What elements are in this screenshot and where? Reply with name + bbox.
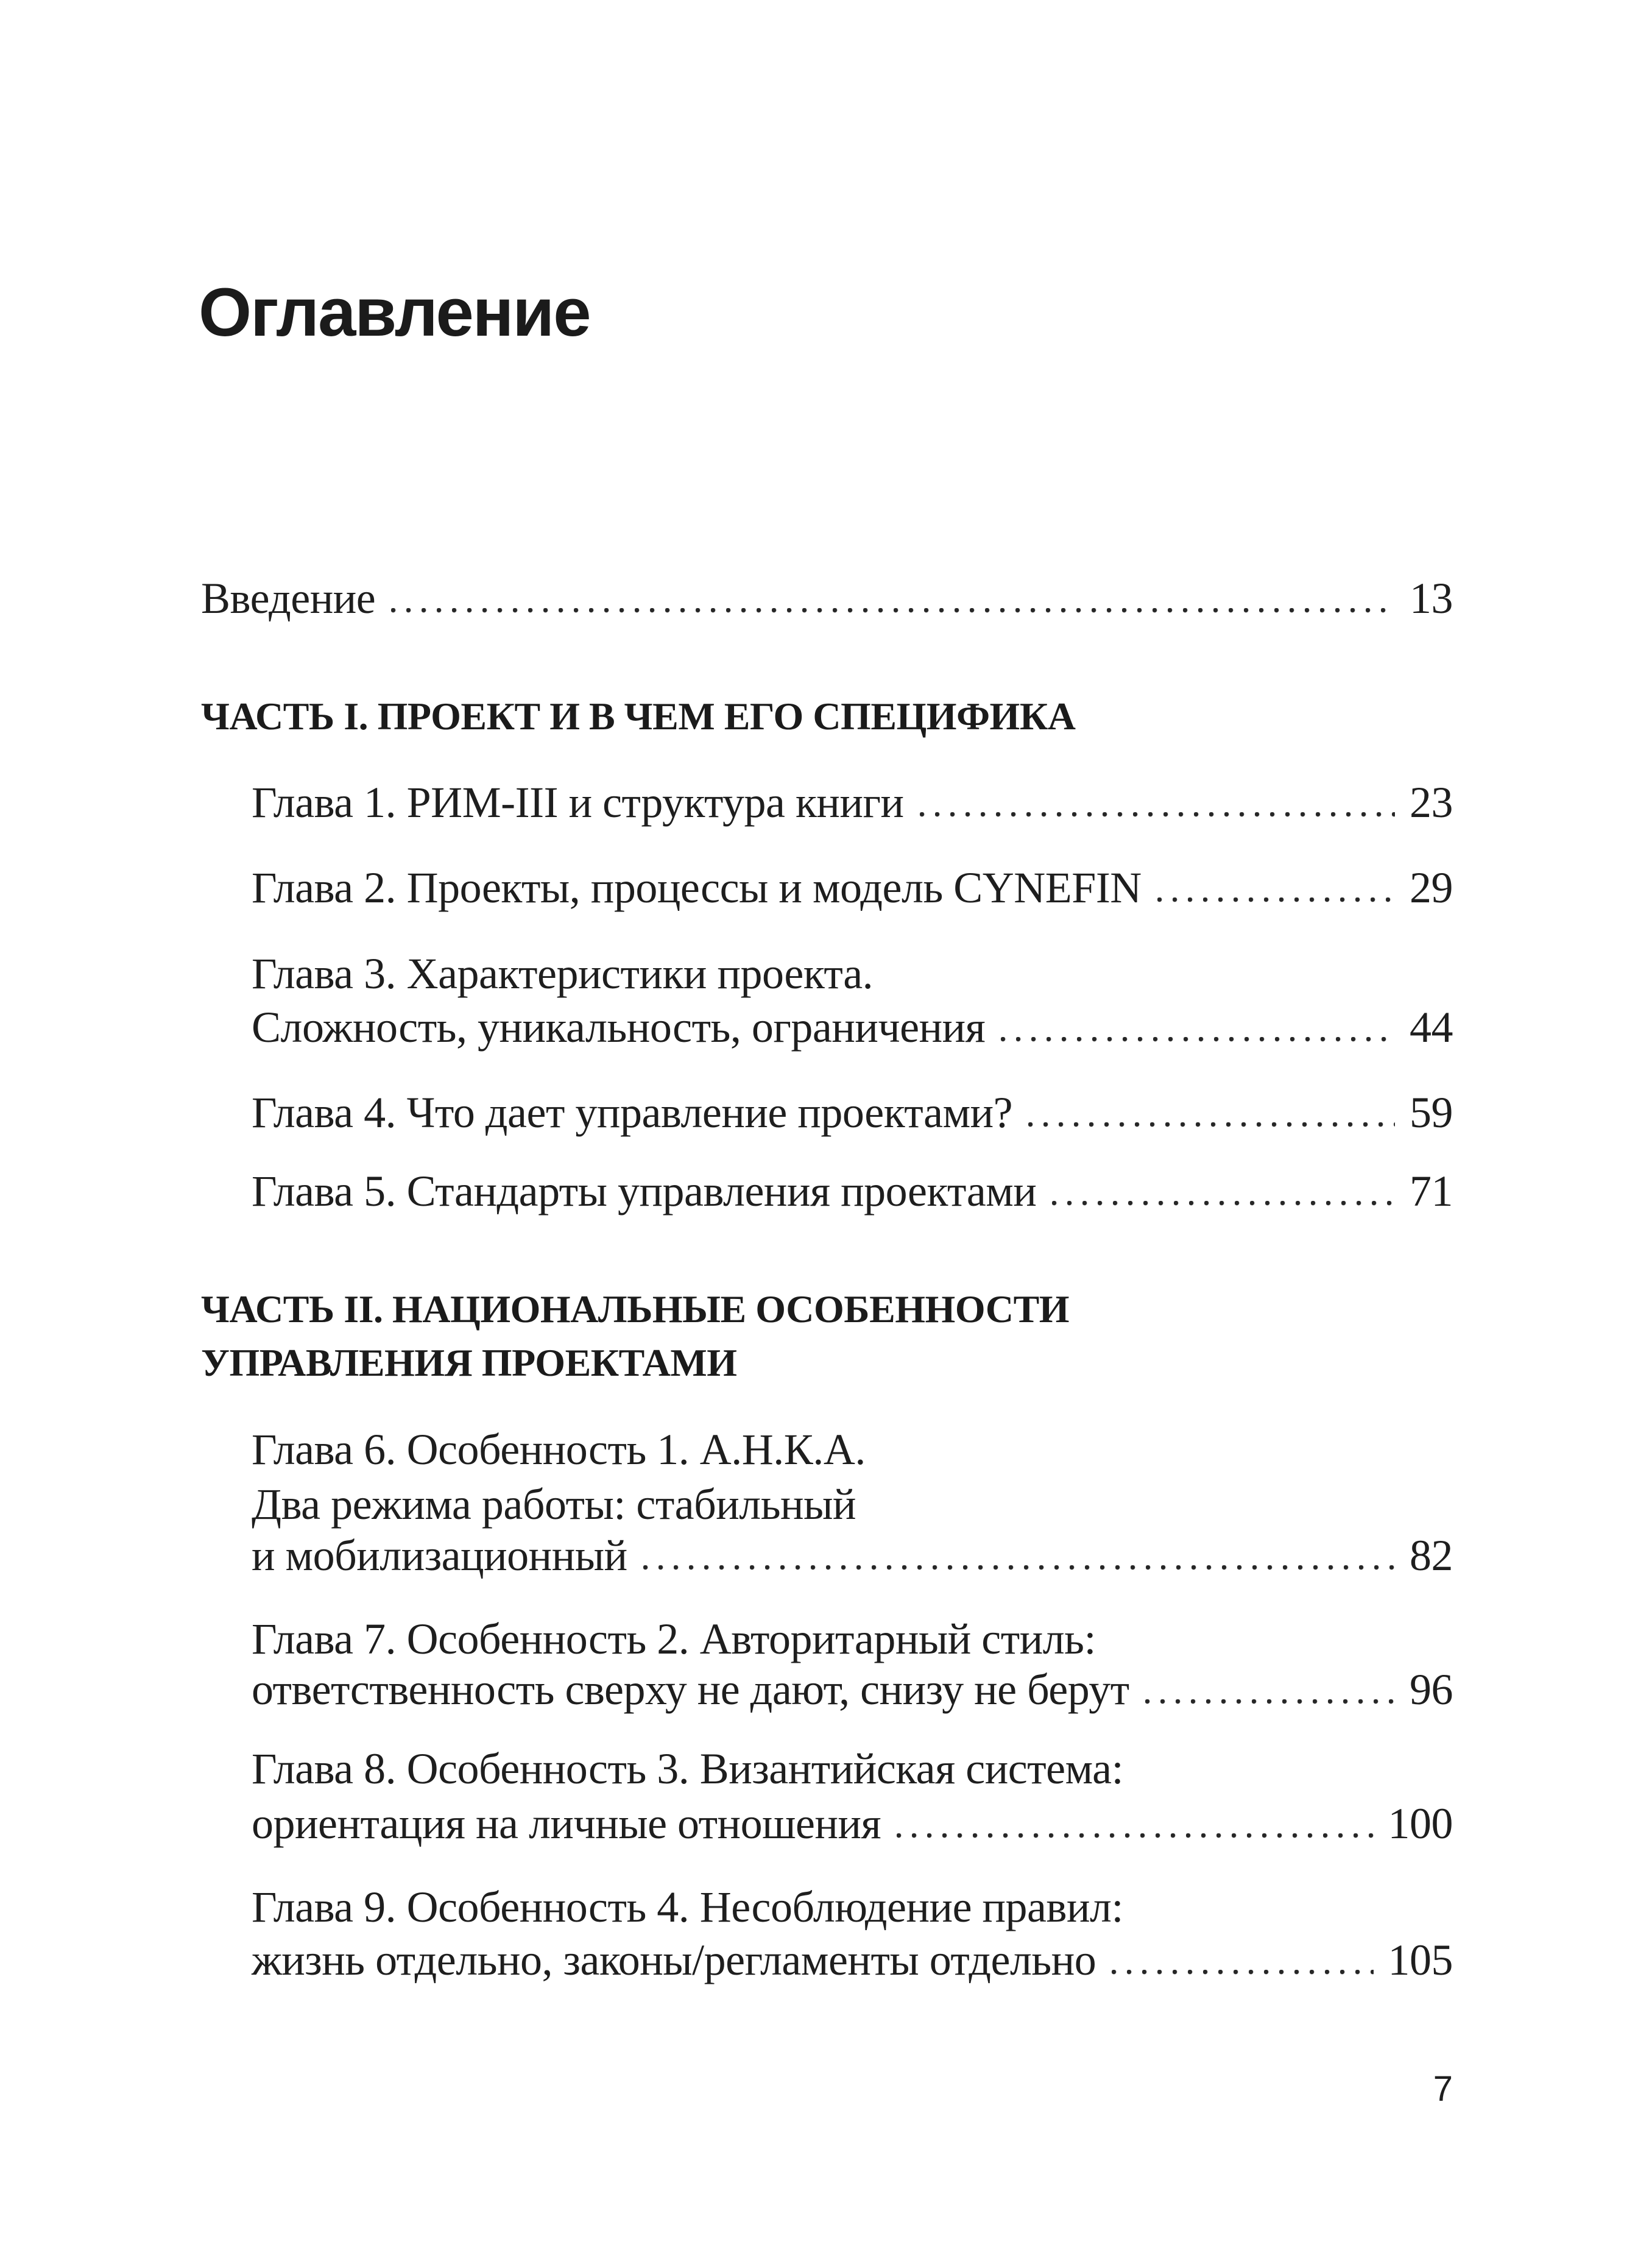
page-number: 29 xyxy=(1410,863,1453,912)
part-heading-2-line-1 xyxy=(201,1287,1453,1331)
toc-entry-label: Глава 2. Проекты, процессы и модель CYNEFIN xyxy=(252,863,1142,912)
toc-row-chapter-6-line-2 xyxy=(252,1480,1453,1529)
toc-row-introduction xyxy=(201,574,1453,623)
toc-entry-label: Глава 1. РИМ-III и структура книги xyxy=(252,778,904,827)
part-heading-label: ЧАСТЬ I. ПРОЕКТ И В ЧЕМ ЕГО СПЕЦИФИКА xyxy=(201,695,1076,738)
page-number: 71 xyxy=(1410,1167,1453,1216)
toc-entry-label: жизнь отдельно, законы/регламенты отдельно xyxy=(252,1936,1096,1984)
part-heading-2-line-2 xyxy=(201,1343,1453,1382)
toc-row-chapter-1 xyxy=(252,778,1453,827)
page-number: 44 xyxy=(1410,1003,1453,1052)
toc-entry-label: Глава 4. Что дает управление проектами? xyxy=(252,1088,1013,1137)
toc-row-chapter-9-line-2 xyxy=(252,1938,1453,1982)
part-heading-label: ЧАСТЬ II. НАЦИОНАЛЬНЫЕ ОСОБЕННОСТИ xyxy=(201,1287,1070,1331)
toc-entry-label: Глава 9. Особенность 4. Несоблюдение правил: xyxy=(252,1883,1123,1931)
toc-entry-label: Сложность, уникальность, ограничения xyxy=(252,1003,986,1052)
part-heading-1 xyxy=(201,697,1453,736)
toc-entry-label: Глава 3. Характеристики проекта. xyxy=(252,949,874,998)
page-number: 96 xyxy=(1410,1665,1453,1714)
toc-entry-label: ориентация на личные отношения xyxy=(252,1799,881,1848)
toc-row-chapter-3-line-1 xyxy=(252,949,1453,998)
toc-entry-label: Глава 8. Особенность 3. Византийская система: xyxy=(252,1744,1124,1793)
toc-row-chapter-5 xyxy=(252,1167,1453,1216)
toc-entry-label: Введение xyxy=(201,574,376,623)
toc-row-chapter-6-line-3 xyxy=(252,1531,1453,1580)
toc-row-chapter-3-line-2 xyxy=(252,1003,1453,1052)
toc-entry-label: Глава 6. Особенность 1. А.Н.К.А. xyxy=(252,1425,866,1474)
page-number: 82 xyxy=(1410,1531,1453,1580)
toc-entry-label: Глава 7. Особенность 2. Авторитарный стиль: xyxy=(252,1615,1096,1663)
page-number: 23 xyxy=(1410,778,1453,827)
part-heading-label: УПРАВЛЕНИЯ ПРОЕКТАМИ xyxy=(201,1341,737,1384)
toc-entry-label: ответственность сверху не дают, снизу не берут xyxy=(252,1665,1129,1714)
toc-row-chapter-8-line-2 xyxy=(252,1799,1453,1848)
page-title: Оглавление xyxy=(199,274,590,351)
toc-entry-label: Два режима работы: стабильный xyxy=(252,1480,856,1529)
page-folio: 7 xyxy=(1433,2069,1453,2109)
toc-row-chapter-7-line-2 xyxy=(252,1665,1453,1714)
toc-row-chapter-4 xyxy=(252,1088,1453,1137)
toc-entry-label: Глава 5. Стандарты управления проектами xyxy=(252,1167,1037,1216)
toc-row-chapter-9-line-1 xyxy=(252,1885,1453,1929)
toc-row-chapter-8-line-1 xyxy=(252,1744,1453,1793)
toc-row-chapter-7-line-1 xyxy=(252,1617,1453,1661)
page-number: 59 xyxy=(1410,1088,1453,1137)
page-number: 13 xyxy=(1410,574,1453,623)
page-number: 105 xyxy=(1388,1936,1453,1984)
toc-entry-label: и мобилизационный xyxy=(252,1531,627,1580)
page-number: 100 xyxy=(1388,1799,1453,1848)
toc-row-chapter-2 xyxy=(252,863,1453,912)
toc-row-chapter-6-line-1 xyxy=(252,1425,1453,1474)
